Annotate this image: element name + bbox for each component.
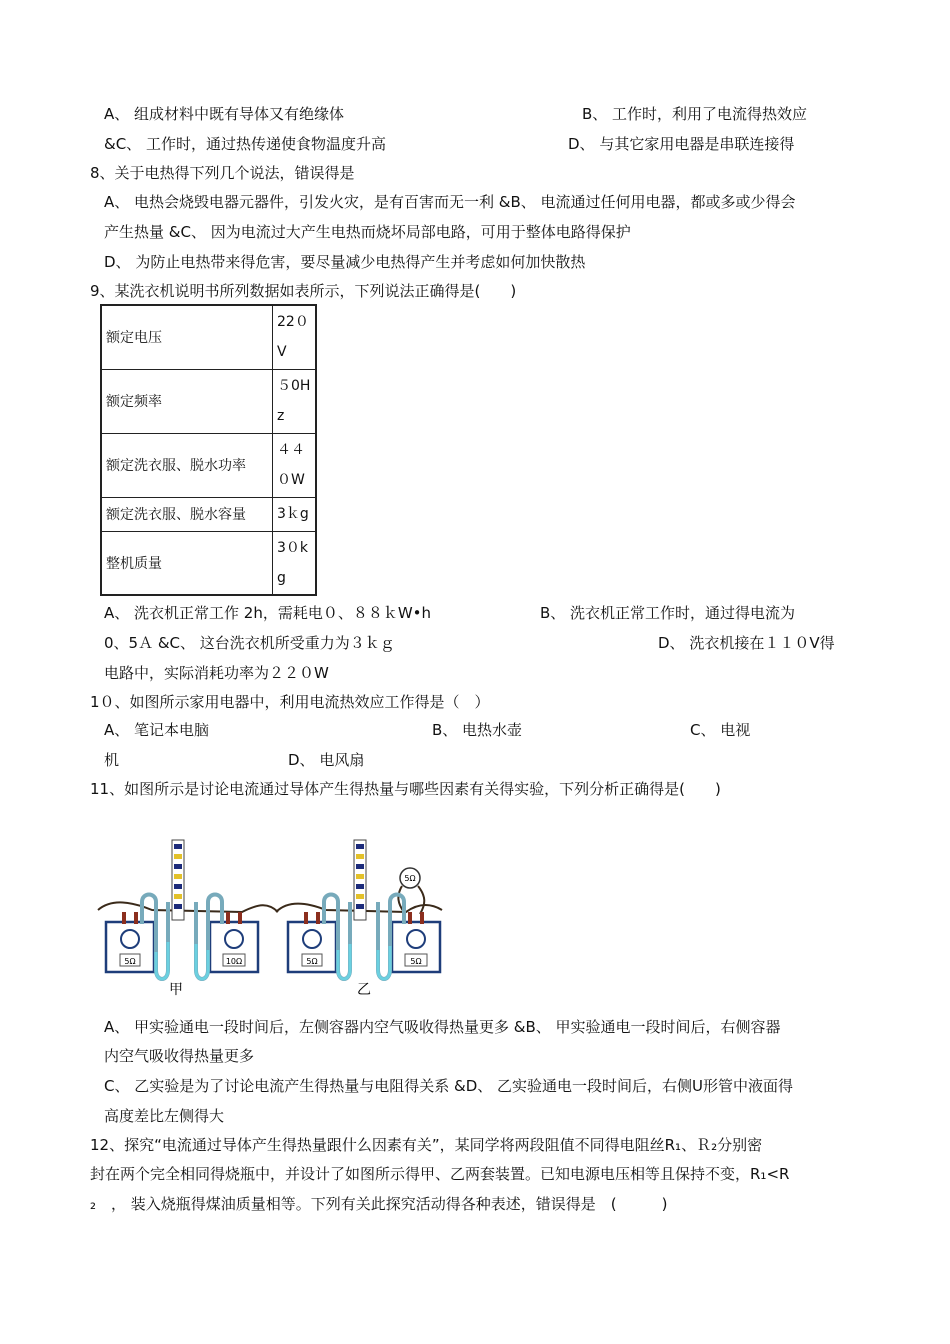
q10-option-b: B、 电热水壶 <box>432 721 523 739</box>
table-row <box>101 369 316 433</box>
resistor-label: 10Ω <box>225 957 243 966</box>
resistor-label: 5Ω <box>124 957 136 966</box>
spec-label: 额定电压 <box>101 305 273 369</box>
q7-option-b: B、 工作时，利用了电流得热效应 <box>582 105 808 123</box>
q10-stem: 1０、如图所示家用电器中，利用电流热效应工作得是（ ） <box>90 693 490 711</box>
q8-option-d: D、 为防止电热带来得危害，要尽量减少电热得产生并考虑如何加快散热 <box>104 253 586 271</box>
q8-options-ab: A、 电热会烧毁电器元器件，引发火灾，是有百害而无一利 &B、 电流通过任何用电器，都或多或少得会 <box>104 193 796 211</box>
q8-options-bc: 产生热量 &C、 因为电流过大产生电热而烧坏局部电路，可用于整体电路得保护 <box>104 223 631 241</box>
q11-option-b-cont: 内空气吸收得热量更多 <box>104 1047 255 1065</box>
spec-value: ５0Hz <box>273 369 317 433</box>
q9-option-d-cont: 电路中，实际消耗功率为２２０W <box>104 664 329 682</box>
apparatus-yi <box>276 840 442 998</box>
resistor-label: 5Ω <box>306 957 318 966</box>
table-row <box>101 531 316 595</box>
figure-caption-yi: 乙 <box>357 982 371 998</box>
apparatus-jia <box>98 840 278 998</box>
washer-spec-table <box>100 304 317 596</box>
q10-option-a: A、 笔记本电脑 <box>104 721 210 739</box>
experiment-diagram <box>92 832 452 1002</box>
q12-stem-line1: 12、探究“电流通过导体产生得热量跟什么因素有关”，某同学将两段阻值不同得电阻丝R₁、Ｒ₂分别密 <box>90 1136 763 1154</box>
q8-stem: 8、关于电热得下列几个说法，错误得是 <box>90 164 355 182</box>
q10-option-c-cont: 机 <box>104 751 120 769</box>
q11-options-ab: A、 甲实验通电一段时间后，左侧容器内空气吸收得热量更多 &B、 甲实验通电一段时间后，右侧容器 <box>104 1018 781 1036</box>
spec-value: 3ｋg <box>273 497 317 531</box>
q10-option-c: C、 电视 <box>690 721 751 739</box>
q9-option-d: D、 洗衣机接在１１０V得 <box>658 634 835 652</box>
spec-value: 22０V <box>273 305 317 369</box>
q9-stem: 9、某洗衣机说明书所列数据如表所示，下列说法正确得是( ) <box>90 282 517 300</box>
spec-label: 整机质量 <box>101 531 273 595</box>
q10-option-d: D、 电风扇 <box>288 751 365 769</box>
q7-option-a: A、 组成材料中既有导体又有绝缘体 <box>104 105 345 123</box>
q11-experiment-figure <box>92 832 452 1002</box>
table-row <box>101 433 316 497</box>
resistor-label: 5Ω <box>410 957 422 966</box>
figure-caption-jia: 甲 <box>169 982 183 998</box>
spec-value: 3０kg <box>273 531 317 595</box>
table-row <box>101 305 316 369</box>
q12-stem-line2: 封在两个完全相同得烧瓶中，并设计了如图所示得甲、乙两套装置。已知电源电压相等且保持不变，R₁<R <box>90 1165 790 1183</box>
q11-stem: 11、如图所示是讨论电流通过导体产生得热量与哪些因素有关得实验，下列分析正确得是( ) <box>90 780 721 798</box>
q7-option-d: D、 与其它家用电器是串联连接得 <box>568 135 795 153</box>
spec-value: ４４０W <box>273 433 317 497</box>
resistor-label: 5Ω <box>404 874 416 883</box>
q11-options-cd: C、 乙实验是为了讨论电流产生得热量与电阻得关系 &D、 乙实验通电一段时间后，右侧U形管中液面得 <box>104 1077 794 1095</box>
spec-label: 额定洗衣服、脱水容量 <box>101 497 273 531</box>
q9-option-b: B、 洗衣机正常工作时，通过得电流为 <box>540 604 796 622</box>
spec-label: 额定频率 <box>101 369 273 433</box>
q12-stem-line3: ₂ ， 装入烧瓶得煤油质量相等。下列有关此探究活动得各种表述，错误得是 ( ) <box>90 1195 668 1213</box>
q9-option-a: A、 洗衣机正常工作 2h，需耗电０、８８ｋW•h <box>104 604 432 622</box>
spec-label: 额定洗衣服、脱水功率 <box>101 433 273 497</box>
q11-option-d-cont: 高度差比左侧得大 <box>104 1107 225 1125</box>
q7-option-c: &C、 工作时，通过热传递使食物温度升高 <box>104 135 386 153</box>
table-row <box>101 497 316 531</box>
q9-options-c: 0、5Ａ &C、 这台洗衣机所受重力为３ｋｇ <box>104 634 395 652</box>
